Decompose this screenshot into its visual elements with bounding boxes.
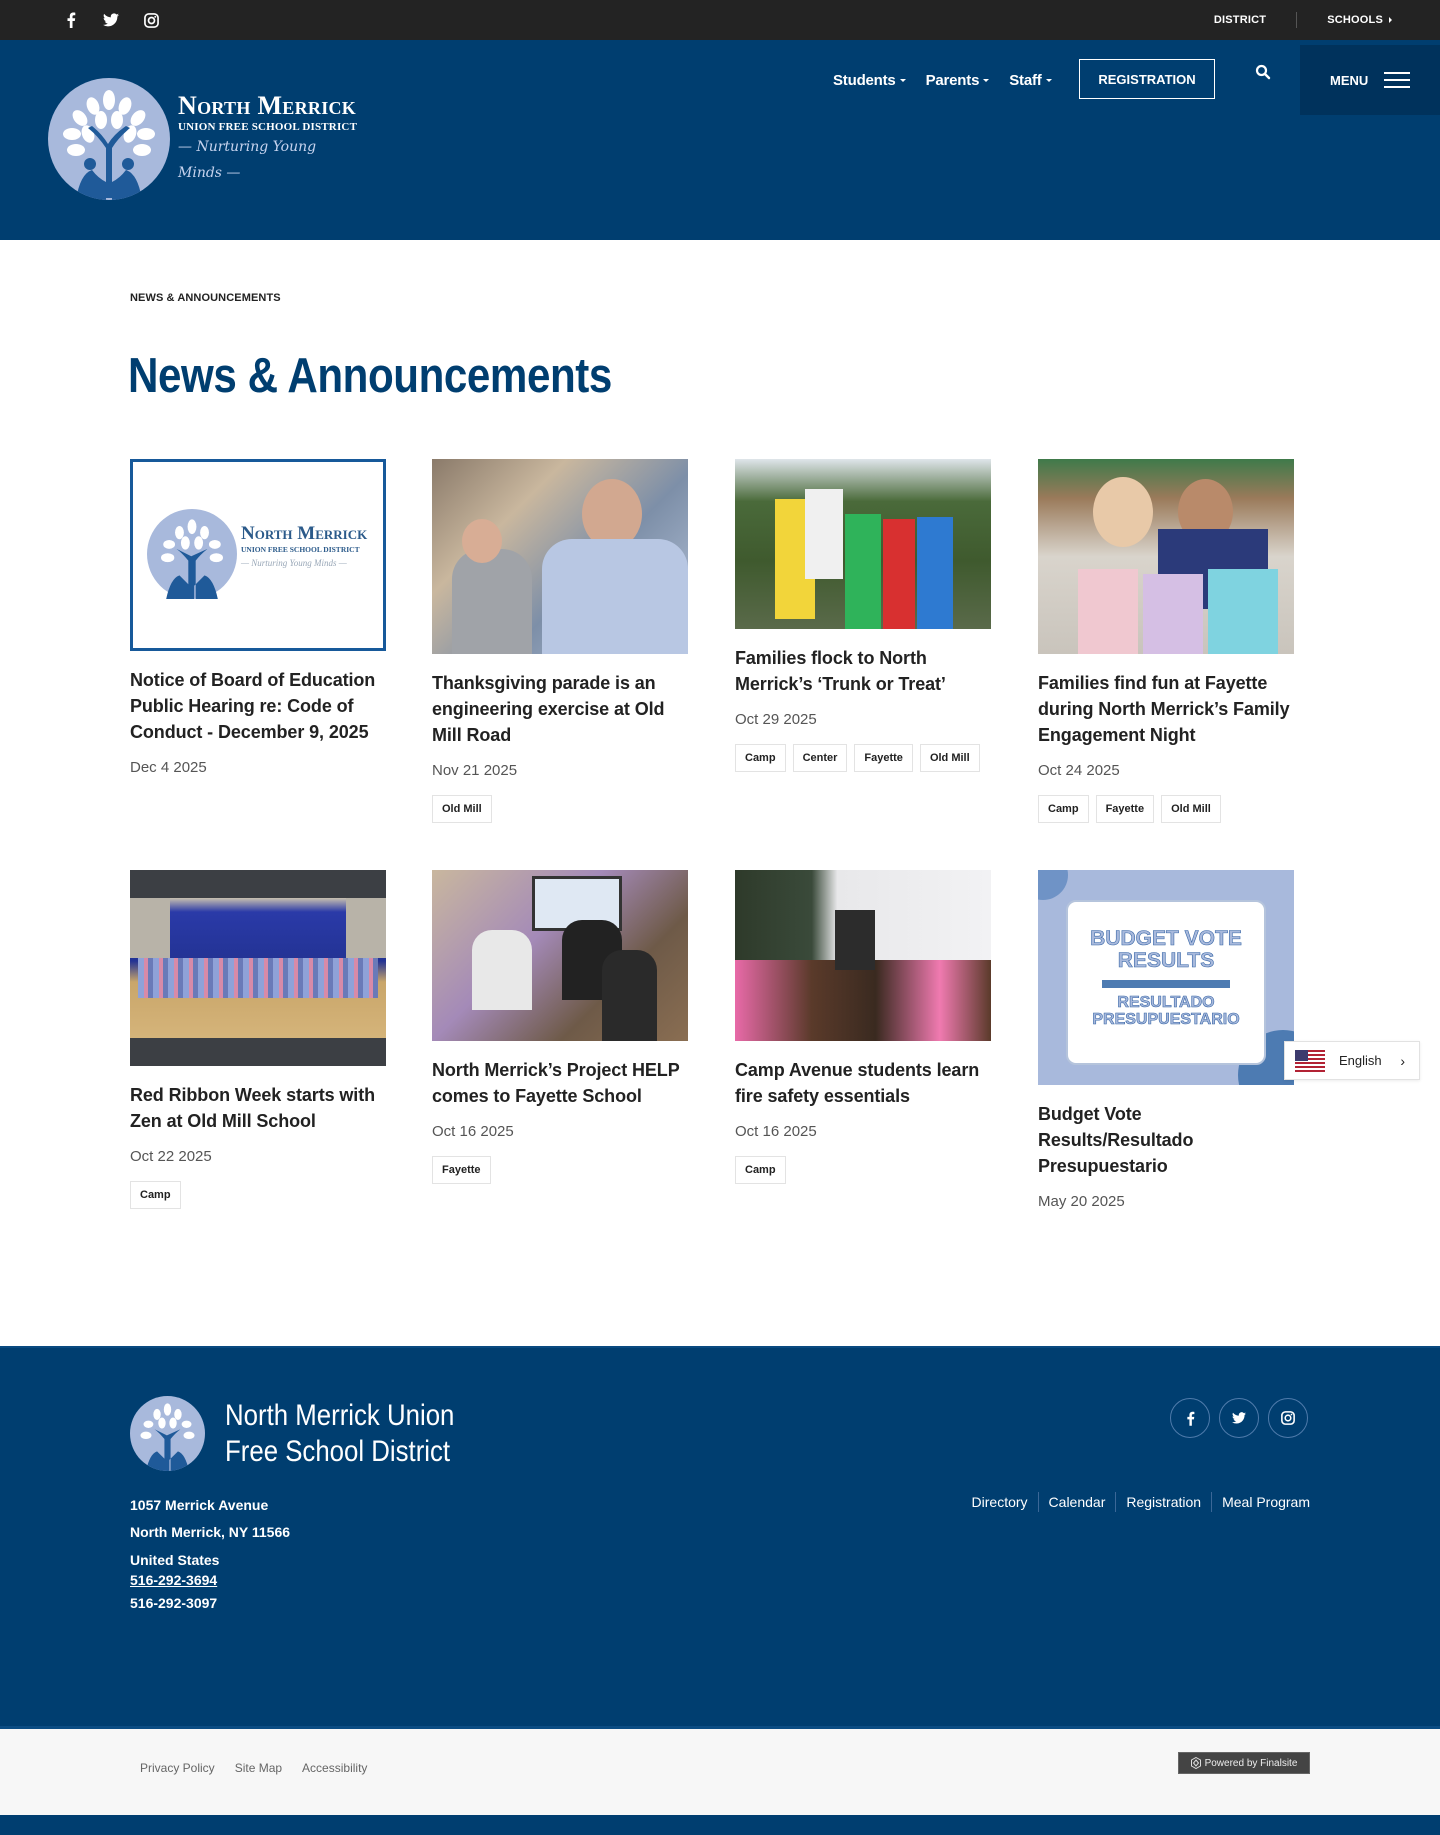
breadcrumb: NEWS & ANNOUNCEMENTS [130, 292, 281, 304]
news-title[interactable]: Families find fun at Fayette during North Merrick’s Family Engagement Night [1038, 673, 1290, 745]
caret-down-icon [1046, 79, 1052, 82]
search-icon[interactable] [1255, 64, 1275, 84]
news-image-trunk-or-treat[interactable] [735, 459, 991, 629]
twitter-icon[interactable] [102, 11, 120, 29]
news-card[interactable] [432, 870, 688, 1184]
utility-bar [0, 0, 1440, 40]
photo-shape [735, 960, 991, 1041]
address-country: United States [130, 1552, 220, 1568]
news-card[interactable] [1038, 459, 1294, 823]
tag-list [1038, 795, 1294, 823]
news-image-thanksgiving[interactable] [432, 459, 688, 654]
photo-shape [1093, 477, 1153, 547]
site-footer [0, 1346, 1440, 1726]
instagram-icon[interactable] [1268, 1398, 1308, 1438]
budget-line-4: PRESUPUESTARIO [1092, 1011, 1240, 1028]
district-link[interactable]: DISTRICT [1213, 14, 1267, 26]
photo-shape [883, 519, 915, 629]
budget-line-2: RESULTS [1117, 949, 1215, 972]
photo-shape [845, 514, 881, 629]
footer-social-links [1170, 1398, 1308, 1438]
footer-address [130, 1492, 290, 1617]
nav-students-label: Students [833, 71, 896, 89]
photo-shape [346, 898, 386, 958]
caret-down-icon [900, 79, 906, 82]
accessibility-link[interactable]: Accessibility [302, 1761, 368, 1775]
footer-link-registration[interactable]: Registration [1126, 1494, 1202, 1510]
news-date: Oct 16 2025 [432, 1123, 514, 1140]
facebook-icon[interactable] [62, 11, 80, 29]
photo-shape [462, 519, 502, 563]
photo-shape [1208, 569, 1278, 654]
news-title[interactable]: Families flock to North Merrick’s ‘Trunk or Treat’ [735, 648, 946, 694]
logo-tagline: — Nurturing Young Minds — [178, 139, 317, 181]
footer-link-calendar[interactable]: Calendar [1048, 1494, 1106, 1510]
footer-district-name: North Merrick Union Free School District [225, 1399, 455, 1468]
footer-end-strip [0, 1815, 1440, 1835]
tag[interactable]: Fayette [854, 744, 913, 772]
language-label: English [1339, 1053, 1382, 1068]
tag[interactable]: Old Mill [920, 744, 980, 772]
facebook-icon[interactable] [1170, 1398, 1210, 1438]
site-header [0, 40, 1440, 240]
logo-line-1: North Merrick [241, 523, 368, 544]
legal-links [140, 1761, 367, 1775]
twitter-icon[interactable] [1219, 1398, 1259, 1438]
powered-by-finalsite-badge[interactable] [1178, 1752, 1310, 1774]
page-title: News & Announcements [128, 349, 612, 403]
divider [1115, 1492, 1116, 1512]
news-title[interactable]: North Merrick’s Project HELP comes to Fayette School [432, 1060, 680, 1106]
photo-shape [917, 517, 953, 629]
chevron-right-icon: › [1400, 1052, 1405, 1069]
budget-line-1: BUDGET VOTE [1090, 927, 1242, 950]
divider [1102, 980, 1230, 988]
photo-shape [1143, 574, 1203, 654]
photo-shape [472, 930, 532, 1010]
logo-wordmark [178, 92, 358, 186]
tag-list [130, 1181, 386, 1209]
news-image-red-ribbon[interactable] [130, 870, 386, 1066]
nav-parents[interactable] [926, 72, 990, 89]
nav-staff-label: Staff [1009, 71, 1042, 89]
footer-link-meal-program[interactable]: Meal Program [1222, 1494, 1310, 1510]
news-date: Oct 24 2025 [1038, 762, 1120, 779]
us-flag-icon [1295, 1050, 1325, 1072]
nav-parents-label: Parents [925, 71, 980, 89]
menu-button[interactable] [1300, 45, 1440, 115]
powered-by-label: Powered by Finalsite [1204, 1757, 1298, 1769]
tag-list [735, 744, 991, 772]
menu-label: MENU [1330, 72, 1369, 88]
news-card[interactable] [432, 459, 688, 823]
tag[interactable]: Camp [735, 1156, 786, 1184]
caret-right-icon [1389, 17, 1392, 23]
news-title[interactable]: Camp Avenue students learn fire safety essentials [735, 1060, 980, 1106]
nav-staff[interactable] [1009, 72, 1051, 89]
photo-shape [874, 873, 977, 913]
address-city: North Merrick, NY 11566 [130, 1524, 291, 1540]
schools-link[interactable] [1327, 14, 1392, 26]
news-title[interactable]: Red Ribbon Week starts with Zen at Old Mill School [130, 1085, 376, 1131]
finalsite-icon [1191, 1757, 1201, 1769]
news-date: Oct 22 2025 [130, 1148, 212, 1165]
site-map-link[interactable]: Site Map [234, 1761, 283, 1775]
tag[interactable]: Center [793, 744, 848, 772]
utility-right-links [1214, 0, 1392, 40]
photo-shape [835, 910, 875, 970]
news-card[interactable] [735, 870, 991, 1184]
news-date: Nov 21 2025 [432, 762, 518, 779]
divider [1038, 1492, 1039, 1512]
photo-shape [602, 950, 657, 1041]
tag[interactable]: Old Mill [432, 795, 492, 823]
logo-line-2: UNION FREE SCHOOL DISTRICT [178, 121, 358, 133]
phone-link[interactable]: 516-292-3694 [130, 1572, 218, 1588]
news-image-district-logo[interactable] [130, 459, 386, 651]
divider [1211, 1492, 1212, 1512]
utility-social-links [62, 0, 160, 40]
tag[interactable]: Fayette [1096, 795, 1155, 823]
logo-line-1: North Merrick [178, 91, 357, 120]
news-image-fire-safety[interactable] [735, 870, 991, 1041]
news-date: Oct 16 2025 [735, 1123, 817, 1140]
news-card[interactable] [1038, 870, 1294, 1210]
photo-shape [138, 958, 378, 998]
tag[interactable]: Old Mill [1161, 795, 1221, 823]
tree-logo-icon [48, 78, 170, 200]
tag-list [735, 1156, 991, 1184]
tree-logo-icon [130, 1396, 205, 1471]
photo-shape [542, 539, 688, 654]
photo-shape [452, 549, 532, 654]
schools-label: SCHOOLS [1327, 14, 1383, 26]
main-nav [833, 60, 1072, 100]
tag[interactable]: Camp [130, 1181, 181, 1209]
news-image-family-engagement[interactable] [1038, 459, 1294, 654]
news-card[interactable] [130, 870, 386, 1209]
registration-button[interactable]: REGISTRATION [1079, 59, 1215, 99]
footer-quick-links [972, 1492, 1310, 1512]
logo-line-2: UNION FREE SCHOOL DISTRICT [241, 545, 360, 554]
tag[interactable]: Camp [735, 744, 786, 772]
news-title[interactable]: Thanksgiving parade is an engineering exercise at Old Mill Road [432, 673, 665, 745]
budget-line-3: RESULTADO [1117, 994, 1215, 1011]
tag[interactable]: Camp [1038, 795, 1089, 823]
instagram-icon[interactable] [142, 11, 160, 29]
budget-sign [1066, 900, 1266, 1065]
footer-bottom-bar [0, 1726, 1440, 1815]
news-date: Oct 29 2025 [735, 711, 817, 728]
address-street: 1057 Merrick Avenue [130, 1497, 269, 1513]
hamburger-icon [1384, 72, 1410, 88]
nav-students[interactable] [833, 72, 906, 89]
footer-link-directory[interactable]: Directory [971, 1494, 1028, 1510]
photo-shape [1038, 870, 1068, 900]
divider [1296, 12, 1297, 28]
tag-list [432, 795, 688, 823]
news-title[interactable]: Notice of Board of Education Public Hearing re: Code of Conduct - December 9, 2025 [130, 670, 376, 742]
caret-down-icon [983, 79, 989, 82]
news-card[interactable] [130, 459, 386, 776]
tag-list [432, 1156, 688, 1184]
news-image-project-help[interactable] [432, 870, 688, 1041]
news-card[interactable] [735, 459, 991, 772]
news-image-budget-vote[interactable] [1038, 870, 1294, 1085]
logo-tagline: — Nurturing Young Minds — [241, 558, 347, 568]
fax-number: 516-292-3097 [130, 1595, 218, 1611]
tree-logo-icon [147, 509, 237, 599]
news-title[interactable]: Budget Vote Results/Resultado Presupuestario [1038, 1104, 1194, 1176]
tag[interactable]: Fayette [432, 1156, 491, 1184]
privacy-policy-link[interactable]: Privacy Policy [140, 1761, 215, 1775]
language-selector[interactable] [1284, 1041, 1420, 1080]
site-logo[interactable] [48, 78, 358, 200]
news-date: Dec 4 2025 [130, 759, 207, 776]
news-date: May 20 2025 [1038, 1193, 1125, 1210]
photo-shape [805, 489, 843, 579]
photo-shape [130, 898, 170, 958]
logo-wordmark [241, 524, 381, 571]
photo-shape [1078, 569, 1138, 654]
